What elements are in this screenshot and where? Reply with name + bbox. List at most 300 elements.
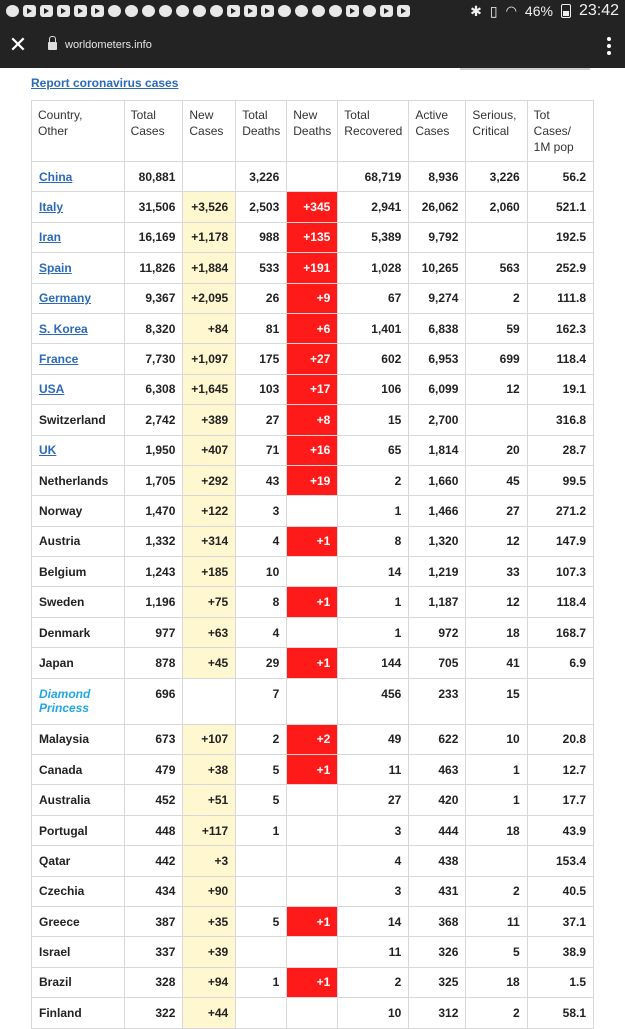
new-cases-cell: +122 <box>183 496 236 526</box>
country-label: Greece <box>39 914 80 929</box>
header-total-recovered[interactable]: Total Recovered <box>338 101 409 162</box>
per-million-cell: 19.1 <box>527 374 593 404</box>
youtube-icon <box>40 5 53 17</box>
more-options-icon[interactable] <box>607 37 611 55</box>
total-deaths-cell: 533 <box>236 253 287 283</box>
new-deaths-cell: +1 <box>287 648 338 678</box>
new-cases-cell: +51 <box>183 785 236 815</box>
total-recovered-cell: 14 <box>338 906 409 936</box>
country-cell <box>32 617 125 647</box>
country-link[interactable]: Spain <box>39 260 72 275</box>
country-cell <box>32 755 125 785</box>
total-recovered-cell: 1 <box>338 496 409 526</box>
total-cases-cell: 977 <box>124 617 183 647</box>
table-row <box>32 435 594 465</box>
per-million-cell: 107.3 <box>527 557 593 587</box>
active-cases-cell: 6,099 <box>409 374 466 404</box>
country-cell[interactable] <box>32 162 125 192</box>
total-recovered-cell: 2 <box>338 465 409 495</box>
youtube-icon <box>397 5 410 17</box>
serious-critical-cell: 1 <box>466 755 527 785</box>
country-label: Portugal <box>39 823 88 838</box>
active-cases-cell: 1,187 <box>409 587 466 617</box>
country-label: Austria <box>39 534 81 549</box>
per-million-cell: 111.8 <box>527 283 593 313</box>
total-cases-cell: 387 <box>124 906 183 936</box>
total-cases-cell: 322 <box>124 998 183 1028</box>
table-header-row <box>32 101 594 162</box>
youtube-icon <box>227 5 240 17</box>
per-million-cell: 99.5 <box>527 465 593 495</box>
new-deaths-cell: +345 <box>287 192 338 222</box>
per-million-cell: 162.3 <box>527 313 593 343</box>
total-recovered-cell: 11 <box>338 937 409 967</box>
active-cases-cell: 622 <box>409 724 466 754</box>
gmail-icon <box>380 5 393 17</box>
country-label: Australia <box>39 793 91 808</box>
country-cell <box>32 678 125 724</box>
serious-critical-cell: 11 <box>466 906 527 936</box>
per-million-cell: 43.9 <box>527 815 593 845</box>
total-recovered-cell: 1,028 <box>338 253 409 283</box>
wifi-icon: ◠ <box>505 3 517 18</box>
total-deaths-cell <box>236 846 287 876</box>
new-cases-cell: +1,178 <box>183 222 236 252</box>
notification-icons <box>6 5 470 17</box>
new-cases-cell: +389 <box>183 405 236 435</box>
table-row <box>32 253 594 283</box>
country-cell[interactable] <box>32 192 125 222</box>
total-deaths-cell: 2,503 <box>236 192 287 222</box>
total-deaths-cell: 988 <box>236 222 287 252</box>
country-link[interactable]: China <box>39 169 73 184</box>
per-million-cell: 38.9 <box>527 937 593 967</box>
active-cases-cell: 368 <box>409 906 466 936</box>
total-cases-cell: 1,470 <box>124 496 183 526</box>
total-cases-cell: 1,332 <box>124 526 183 556</box>
new-cases-cell: +107 <box>183 724 236 754</box>
total-cases-cell: 452 <box>124 785 183 815</box>
bluetooth-icon: ✱ <box>470 2 482 19</box>
lock-icon <box>48 40 57 50</box>
serious-critical-cell <box>466 846 527 876</box>
new-cases-cell: +3 <box>183 846 236 876</box>
vibrate-icon: ▯ <box>489 2 498 19</box>
total-recovered-cell: 67 <box>338 283 409 313</box>
new-deaths-cell <box>287 815 338 845</box>
table-row <box>32 162 594 192</box>
total-deaths-cell: 8 <box>236 587 287 617</box>
per-million-cell: 168.7 <box>527 617 593 647</box>
active-cases-cell: 326 <box>409 937 466 967</box>
clock: 23:42 <box>578 2 619 19</box>
total-cases-cell: 7,730 <box>124 344 183 374</box>
total-cases-cell: 673 <box>124 724 183 754</box>
country-cell <box>32 405 125 435</box>
per-million-cell: 1.5 <box>527 967 593 997</box>
total-recovered-cell: 5,389 <box>338 222 409 252</box>
country-label: Canada <box>39 762 83 777</box>
table-row <box>32 617 594 647</box>
new-deaths-cell: +8 <box>287 405 338 435</box>
table-row <box>32 192 594 222</box>
total-deaths-cell: 29 <box>236 648 287 678</box>
country-cell <box>32 876 125 906</box>
total-deaths-cell <box>236 998 287 1028</box>
report-cases-link[interactable]: Report coronavirus cases <box>31 76 179 90</box>
serious-critical-cell: 2 <box>466 876 527 906</box>
country-link[interactable]: Iran <box>39 230 62 245</box>
serious-critical-cell: 2 <box>466 283 527 313</box>
total-recovered-cell: 1 <box>338 587 409 617</box>
country-cell <box>32 906 125 936</box>
per-million-cell: 40.5 <box>527 876 593 906</box>
new-cases-cell: +2,095 <box>183 283 236 313</box>
total-cases-cell: 9,367 <box>124 283 183 313</box>
serious-critical-cell: 45 <box>466 465 527 495</box>
total-deaths-cell: 2 <box>236 724 287 754</box>
table-row <box>32 374 594 404</box>
table-row <box>32 678 594 724</box>
table-row <box>32 283 594 313</box>
header-country[interactable]: Country, Other <box>32 101 125 162</box>
active-cases-cell: 705 <box>409 648 466 678</box>
image-icon <box>108 5 121 17</box>
header-serious-critical[interactable]: Serious, Critical <box>466 101 527 162</box>
status-bar <box>0 0 625 22</box>
total-recovered-cell: 4 <box>338 846 409 876</box>
serious-critical-cell: 41 <box>466 648 527 678</box>
active-cases-cell: 233 <box>409 678 466 724</box>
active-cases-cell: 1,219 <box>409 557 466 587</box>
game-icon <box>295 5 308 17</box>
new-deaths-cell <box>287 876 338 906</box>
new-cases-cell: +314 <box>183 526 236 556</box>
country-cell <box>32 815 125 845</box>
country-cell <box>32 724 125 754</box>
serious-critical-cell: 12 <box>466 374 527 404</box>
country-label: Malaysia <box>39 732 90 747</box>
total-recovered-cell: 2,941 <box>338 192 409 222</box>
new-cases-cell: +35 <box>183 906 236 936</box>
country-label: Denmark <box>39 625 91 640</box>
active-cases-cell: 6,953 <box>409 344 466 374</box>
web-page <box>0 68 625 1020</box>
total-cases-cell: 2,742 <box>124 405 183 435</box>
country-label: Diamond Princess <box>39 686 91 715</box>
table-row <box>32 222 594 252</box>
battery-percent: 46% <box>524 3 553 19</box>
new-cases-cell: +1,884 <box>183 253 236 283</box>
serious-critical-cell: 2 <box>466 998 527 1028</box>
active-cases-cell: 312 <box>409 998 466 1028</box>
active-cases-cell: 2,700 <box>409 405 466 435</box>
table-row <box>32 967 594 997</box>
per-million-cell: 192.5 <box>527 222 593 252</box>
country-cell <box>32 557 125 587</box>
new-deaths-cell <box>287 785 338 815</box>
total-cases-cell: 479 <box>124 755 183 785</box>
active-cases-cell: 325 <box>409 967 466 997</box>
total-cases-cell: 1,705 <box>124 465 183 495</box>
youtube-icon <box>244 5 257 17</box>
new-deaths-cell: +191 <box>287 253 338 283</box>
header-new-cases[interactable]: New Cases <box>183 101 236 162</box>
country-label: Sweden <box>39 595 85 610</box>
table-row <box>32 998 594 1028</box>
serious-critical-cell: 5 <box>466 937 527 967</box>
active-cases-cell: 1,660 <box>409 465 466 495</box>
per-million-cell: 28.7 <box>527 435 593 465</box>
header-active-cases[interactable]: Active Cases <box>409 101 466 162</box>
country-cell[interactable] <box>32 283 125 313</box>
total-cases-cell: 448 <box>124 815 183 845</box>
coronavirus-cases-table <box>31 100 594 1029</box>
game-icon <box>363 5 376 17</box>
new-cases-cell: +407 <box>183 435 236 465</box>
total-deaths-cell: 103 <box>236 374 287 404</box>
total-cases-cell: 1,196 <box>124 587 183 617</box>
new-cases-cell: +90 <box>183 876 236 906</box>
total-recovered-cell: 49 <box>338 724 409 754</box>
new-cases-cell: +63 <box>183 617 236 647</box>
country-cell <box>32 648 125 678</box>
country-cell[interactable] <box>32 435 125 465</box>
total-deaths-cell: 5 <box>236 755 287 785</box>
game-icon <box>159 5 172 17</box>
country-link[interactable]: Italy <box>39 200 64 215</box>
total-cases-cell: 1,950 <box>124 435 183 465</box>
per-million-cell <box>527 678 593 724</box>
country-cell[interactable] <box>32 222 125 252</box>
country-cell[interactable] <box>32 313 125 343</box>
serious-critical-cell: 12 <box>466 526 527 556</box>
per-million-cell: 147.9 <box>527 526 593 556</box>
table-row <box>32 785 594 815</box>
new-deaths-cell: +1 <box>287 526 338 556</box>
total-cases-cell: 878 <box>124 648 183 678</box>
per-million-cell: 17.7 <box>527 785 593 815</box>
table-row <box>32 465 594 495</box>
new-deaths-cell: +1 <box>287 755 338 785</box>
active-cases-cell: 431 <box>409 876 466 906</box>
country-cell <box>32 967 125 997</box>
country-label: Finland <box>39 1005 82 1020</box>
total-recovered-cell: 3 <box>338 815 409 845</box>
total-cases-cell: 11,826 <box>124 253 183 283</box>
new-deaths-cell <box>287 557 338 587</box>
per-million-cell: 37.1 <box>527 906 593 936</box>
country-cell <box>32 496 125 526</box>
table-row <box>32 648 594 678</box>
table-row <box>32 815 594 845</box>
total-recovered-cell: 27 <box>338 785 409 815</box>
country-label: Japan <box>39 655 74 670</box>
country-label: Czechia <box>39 884 85 899</box>
table-row <box>32 906 594 936</box>
total-deaths-cell: 3,226 <box>236 162 287 192</box>
game-icon <box>125 5 138 17</box>
active-cases-cell: 438 <box>409 846 466 876</box>
total-deaths-cell: 7 <box>236 678 287 724</box>
country-cell <box>32 937 125 967</box>
table-row <box>32 876 594 906</box>
country-label: Switzerland <box>39 412 106 427</box>
game-icon <box>312 5 325 17</box>
new-cases-cell: +1,097 <box>183 344 236 374</box>
serious-critical-cell: 2,060 <box>466 192 527 222</box>
serious-critical-cell: 18 <box>466 617 527 647</box>
total-cases-cell: 442 <box>124 846 183 876</box>
country-link[interactable]: S. Korea <box>39 321 88 336</box>
battery-icon <box>561 4 571 18</box>
new-cases-cell: +75 <box>183 587 236 617</box>
serious-critical-cell <box>466 405 527 435</box>
new-deaths-cell: +1 <box>287 587 338 617</box>
new-cases-cell: +38 <box>183 755 236 785</box>
serious-critical-cell: 18 <box>466 815 527 845</box>
total-deaths-cell: 5 <box>236 906 287 936</box>
serious-critical-cell: 33 <box>466 557 527 587</box>
table-row <box>32 755 594 785</box>
new-deaths-cell: +17 <box>287 374 338 404</box>
country-cell[interactable] <box>32 344 125 374</box>
close-icon[interactable]: ✕ <box>8 32 28 57</box>
total-recovered-cell: 14 <box>338 557 409 587</box>
total-cases-cell: 434 <box>124 876 183 906</box>
country-cell <box>32 526 125 556</box>
active-cases-cell: 1,320 <box>409 526 466 556</box>
youtube-icon <box>346 5 359 17</box>
header-total-deaths[interactable]: Total Deaths <box>236 101 287 162</box>
serious-critical-cell: 10 <box>466 724 527 754</box>
active-cases-cell: 420 <box>409 785 466 815</box>
total-recovered-cell: 2 <box>338 967 409 997</box>
serious-critical-cell: 59 <box>466 313 527 343</box>
new-deaths-cell: +27 <box>287 344 338 374</box>
total-deaths-cell: 1 <box>236 815 287 845</box>
app-icon <box>176 5 189 17</box>
new-deaths-cell: +135 <box>287 222 338 252</box>
active-cases-cell: 444 <box>409 815 466 845</box>
country-cell <box>32 465 125 495</box>
per-million-cell: 6.9 <box>527 648 593 678</box>
country-cell[interactable] <box>32 253 125 283</box>
total-recovered-cell: 456 <box>338 678 409 724</box>
new-cases-cell: +292 <box>183 465 236 495</box>
total-cases-cell: 1,243 <box>124 557 183 587</box>
country-label: Norway <box>39 503 83 518</box>
new-deaths-cell <box>287 496 338 526</box>
table-row <box>32 313 594 343</box>
per-million-cell: 20.8 <box>527 724 593 754</box>
new-deaths-cell: +6 <box>287 313 338 343</box>
country-cell <box>32 846 125 876</box>
new-deaths-cell <box>287 678 338 724</box>
country-cell <box>32 587 125 617</box>
country-link[interactable]: Germany <box>39 291 92 306</box>
serious-critical-cell: 699 <box>466 344 527 374</box>
total-deaths-cell: 43 <box>236 465 287 495</box>
country-cell <box>32 785 125 815</box>
active-cases-cell: 6,838 <box>409 313 466 343</box>
per-million-cell: 271.2 <box>527 496 593 526</box>
country-label: Israel <box>39 945 71 960</box>
per-million-cell: 12.7 <box>527 755 593 785</box>
total-cases-cell: 696 <box>124 678 183 724</box>
total-cases-cell: 6,308 <box>124 374 183 404</box>
total-recovered-cell: 1 <box>338 617 409 647</box>
new-deaths-cell <box>287 998 338 1028</box>
country-link[interactable]: UK <box>39 443 57 458</box>
total-deaths-cell: 175 <box>236 344 287 374</box>
active-cases-cell: 972 <box>409 617 466 647</box>
new-cases-cell <box>183 678 236 724</box>
active-cases-cell: 1,814 <box>409 435 466 465</box>
active-cases-cell: 463 <box>409 755 466 785</box>
total-cases-cell: 337 <box>124 937 183 967</box>
per-million-cell: 56.2 <box>527 162 593 192</box>
total-recovered-cell: 10 <box>338 998 409 1028</box>
country-cell[interactable] <box>32 374 125 404</box>
serious-critical-cell: 3,226 <box>466 162 527 192</box>
table-row <box>32 724 594 754</box>
new-deaths-cell: +16 <box>287 435 338 465</box>
per-million-cell: 521.1 <box>527 192 593 222</box>
new-deaths-cell: +2 <box>287 724 338 754</box>
table-row <box>32 344 594 374</box>
total-cases-cell: 16,169 <box>124 222 183 252</box>
serious-critical-cell: 15 <box>466 678 527 724</box>
total-deaths-cell: 71 <box>236 435 287 465</box>
new-cases-cell: +185 <box>183 557 236 587</box>
table-row <box>32 557 594 587</box>
per-million-cell: 316.8 <box>527 405 593 435</box>
total-cases-cell: 80,881 <box>124 162 183 192</box>
new-deaths-cell: +9 <box>287 283 338 313</box>
country-link[interactable]: France <box>39 352 79 367</box>
total-deaths-cell: 81 <box>236 313 287 343</box>
new-deaths-cell <box>287 937 338 967</box>
total-cases-cell: 8,320 <box>124 313 183 343</box>
total-cases-cell: 328 <box>124 967 183 997</box>
active-cases-cell: 26,062 <box>409 192 466 222</box>
new-cases-cell: +45 <box>183 648 236 678</box>
total-recovered-cell: 11 <box>338 755 409 785</box>
total-deaths-cell: 5 <box>236 785 287 815</box>
per-million-cell: 118.4 <box>527 587 593 617</box>
total-recovered-cell: 65 <box>338 435 409 465</box>
table-row <box>32 496 594 526</box>
country-label: Belgium <box>39 564 87 579</box>
new-deaths-cell <box>287 617 338 647</box>
header-per-million[interactable]: Tot Cases/ 1M pop <box>527 101 593 162</box>
new-deaths-cell: +19 <box>287 465 338 495</box>
total-deaths-cell <box>236 876 287 906</box>
serious-critical-cell: 12 <box>466 587 527 617</box>
new-cases-cell: +84 <box>183 313 236 343</box>
country-link[interactable]: USA <box>39 382 65 397</box>
active-cases-cell: 9,792 <box>409 222 466 252</box>
header-new-deaths[interactable]: New Deaths <box>287 101 338 162</box>
header-total-cases[interactable]: Total Cases <box>124 101 183 162</box>
country-label: Qatar <box>39 853 71 868</box>
url-text[interactable]: worldometers.info <box>65 39 152 51</box>
serious-critical-cell: 1 <box>466 785 527 815</box>
table-row <box>32 526 594 556</box>
new-cases-cell: +44 <box>183 998 236 1028</box>
scroll-indicator <box>460 68 590 70</box>
